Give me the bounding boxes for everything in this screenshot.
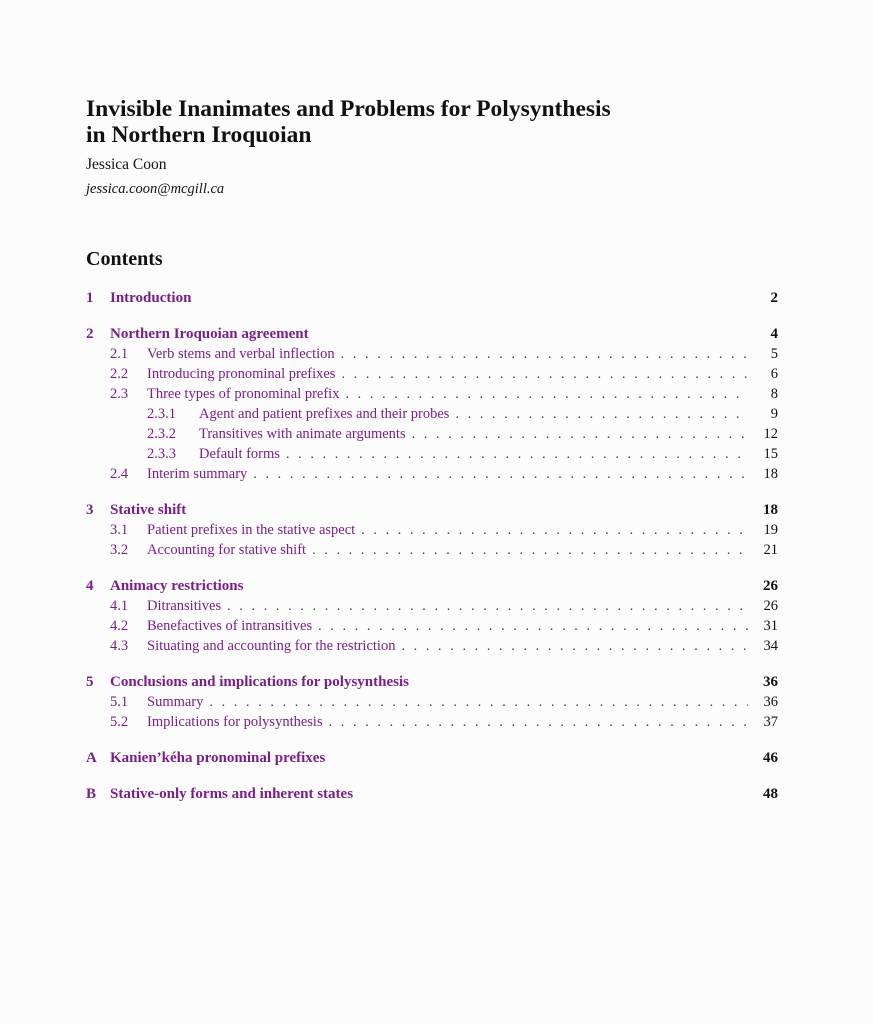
toc-dot-leader xyxy=(341,345,748,365)
toc-dot-leader xyxy=(345,385,748,405)
toc-entry-title[interactable]: Three types of pronominal prefix xyxy=(147,386,340,402)
toc-section-link[interactable] xyxy=(86,672,778,692)
toc-subsection-link[interactable] xyxy=(86,344,778,364)
toc-entry-page: 26 xyxy=(763,598,778,614)
toc-dot-leader xyxy=(341,365,748,385)
toc-section-title[interactable]: Introduction xyxy=(110,290,192,306)
toc-entry-number: 2.2 xyxy=(110,366,129,382)
toc-entry-number: 4.1 xyxy=(110,598,129,614)
toc-entry-title[interactable]: Transitives with animate arguments xyxy=(199,426,406,442)
toc-entry-number: 3.2 xyxy=(110,542,129,558)
toc-section-link[interactable] xyxy=(86,784,778,804)
toc-section-group xyxy=(86,672,778,732)
toc-subsubsection-link[interactable] xyxy=(86,444,778,464)
toc-dot-leader xyxy=(412,425,748,445)
toc-section-page: 46 xyxy=(763,750,778,766)
toc-section-group xyxy=(86,288,778,308)
toc-entry-number: 5.2 xyxy=(110,714,129,730)
toc-entry-title[interactable]: Accounting for stative shift xyxy=(147,542,307,558)
toc-section-link[interactable] xyxy=(86,324,778,344)
toc-entry-number: 2.3.1 xyxy=(147,406,176,422)
toc-entry-page: 8 xyxy=(770,386,778,402)
toc-section-group xyxy=(86,784,778,804)
toc-dot-leader xyxy=(361,521,748,541)
toc-entry-page: 6 xyxy=(770,366,778,382)
toc-section-page: 4 xyxy=(770,326,778,342)
toc-subsection-link[interactable] xyxy=(86,596,778,616)
toc-section-page: 36 xyxy=(763,674,778,690)
toc-entry-page: 21 xyxy=(763,542,778,558)
toc-section-page: 18 xyxy=(763,502,778,518)
toc-section-page: 2 xyxy=(770,290,778,306)
toc-subsection-link[interactable] xyxy=(86,364,778,384)
toc-dot-leader xyxy=(253,465,748,485)
toc-section-title[interactable]: Animacy restrictions xyxy=(110,578,244,594)
toc-dot-leader xyxy=(286,445,748,465)
toc-subsubsection-link[interactable] xyxy=(86,424,778,444)
toc-subsection-link[interactable] xyxy=(86,636,778,656)
toc-dot-leader xyxy=(209,693,748,713)
toc-entry-title[interactable]: Introducing pronominal prefixes xyxy=(147,366,336,382)
toc-entry-title[interactable]: Benefactives of intransitives xyxy=(147,618,313,634)
contents-heading: Contents xyxy=(86,248,163,270)
toc-entry-number: 2.3 xyxy=(110,386,129,402)
toc-entry-page: 19 xyxy=(763,522,778,538)
toc-section-page: 26 xyxy=(763,578,778,594)
toc-section-number: 3 xyxy=(86,502,94,518)
toc-section-title[interactable]: Stative shift xyxy=(110,502,187,518)
toc-entry-title[interactable]: Verb stems and verbal inflection xyxy=(147,346,335,362)
toc-section-number: B xyxy=(86,786,97,802)
toc-section-group xyxy=(86,324,778,484)
toc-entry-title[interactable]: Situating and accounting for the restriction xyxy=(147,638,396,654)
toc-section-title[interactable]: Conclusions and implications for polysynthesis xyxy=(110,674,409,690)
toc-entry-number: 4.2 xyxy=(110,618,129,634)
toc-entry-number: 2.1 xyxy=(110,346,129,362)
toc-dot-leader xyxy=(312,541,748,561)
toc-entry-page: 18 xyxy=(763,466,778,482)
toc-section-title[interactable]: Stative-only forms and inherent states xyxy=(110,786,354,802)
toc-subsection-link[interactable] xyxy=(86,540,778,560)
toc-entry-title[interactable]: Default forms xyxy=(199,446,280,462)
toc-section-number: A xyxy=(86,750,97,766)
document-page xyxy=(86,96,778,820)
table-of-contents xyxy=(86,288,778,804)
toc-entry-title[interactable]: Summary xyxy=(147,694,204,710)
toc-entry-number: 2.3.3 xyxy=(147,446,176,462)
toc-section-page: 48 xyxy=(763,786,778,802)
toc-section-number: 2 xyxy=(86,326,94,342)
toc-entry-page: 9 xyxy=(770,406,778,422)
author-email: jessica.coon@mcgill.ca xyxy=(86,181,225,197)
toc-dot-leader xyxy=(227,597,748,617)
toc-entry-page: 34 xyxy=(763,638,778,654)
toc-section-title[interactable]: Northern Iroquoian agreement xyxy=(110,326,309,342)
title-line-1: Invisible Inanimates and Problems for Polysynthesis xyxy=(86,96,611,122)
title-line-2: in Northern Iroquoian xyxy=(86,122,312,148)
toc-entry-page: 15 xyxy=(763,446,778,462)
toc-section-link[interactable] xyxy=(86,748,778,768)
toc-dot-leader xyxy=(329,713,748,733)
toc-section-number: 1 xyxy=(86,290,94,306)
toc-entry-title[interactable]: Agent and patient prefixes and their probes xyxy=(199,406,450,422)
toc-subsection-link[interactable] xyxy=(86,712,778,732)
toc-section-link[interactable] xyxy=(86,288,778,308)
toc-section-group xyxy=(86,576,778,656)
toc-subsubsection-link[interactable] xyxy=(86,404,778,424)
toc-section-title[interactable]: Kanien’kéha pronominal prefixes xyxy=(110,750,326,766)
toc-entry-number: 5.1 xyxy=(110,694,129,710)
toc-section-link[interactable] xyxy=(86,500,778,520)
toc-section-number: 4 xyxy=(86,578,94,594)
toc-entry-title[interactable]: Implications for polysynthesis xyxy=(147,714,323,730)
toc-entry-number: 3.1 xyxy=(110,522,129,538)
toc-subsection-link[interactable] xyxy=(86,616,778,636)
paper-title xyxy=(86,96,778,148)
toc-entry-title[interactable]: Ditransitives xyxy=(147,598,222,614)
author-name: Jessica Coon xyxy=(86,156,167,173)
toc-subsection-link[interactable] xyxy=(86,692,778,712)
toc-entry-title[interactable]: Patient prefixes in the stative aspect xyxy=(147,522,356,538)
toc-entry-page: 5 xyxy=(770,346,778,362)
toc-entry-page: 37 xyxy=(763,714,778,730)
toc-entry-page: 36 xyxy=(763,694,778,710)
toc-entry-page: 31 xyxy=(763,618,778,634)
toc-entry-page: 12 xyxy=(763,426,778,442)
toc-subsection-link[interactable] xyxy=(86,384,778,404)
toc-section-group xyxy=(86,748,778,768)
toc-entry-number: 2.4 xyxy=(110,466,129,482)
toc-section-number: 5 xyxy=(86,674,94,690)
toc-section-group xyxy=(86,500,778,560)
toc-entry-number: 4.3 xyxy=(110,638,129,654)
toc-entry-title[interactable]: Interim summary xyxy=(147,466,248,482)
toc-entry-number: 2.3.2 xyxy=(147,426,176,442)
toc-dot-leader xyxy=(455,405,748,425)
toc-subsection-link[interactable] xyxy=(86,520,778,540)
toc-dot-leader xyxy=(401,637,748,657)
toc-subsection-link[interactable] xyxy=(86,464,778,484)
toc-section-link[interactable] xyxy=(86,576,778,596)
toc-dot-leader xyxy=(318,617,748,637)
